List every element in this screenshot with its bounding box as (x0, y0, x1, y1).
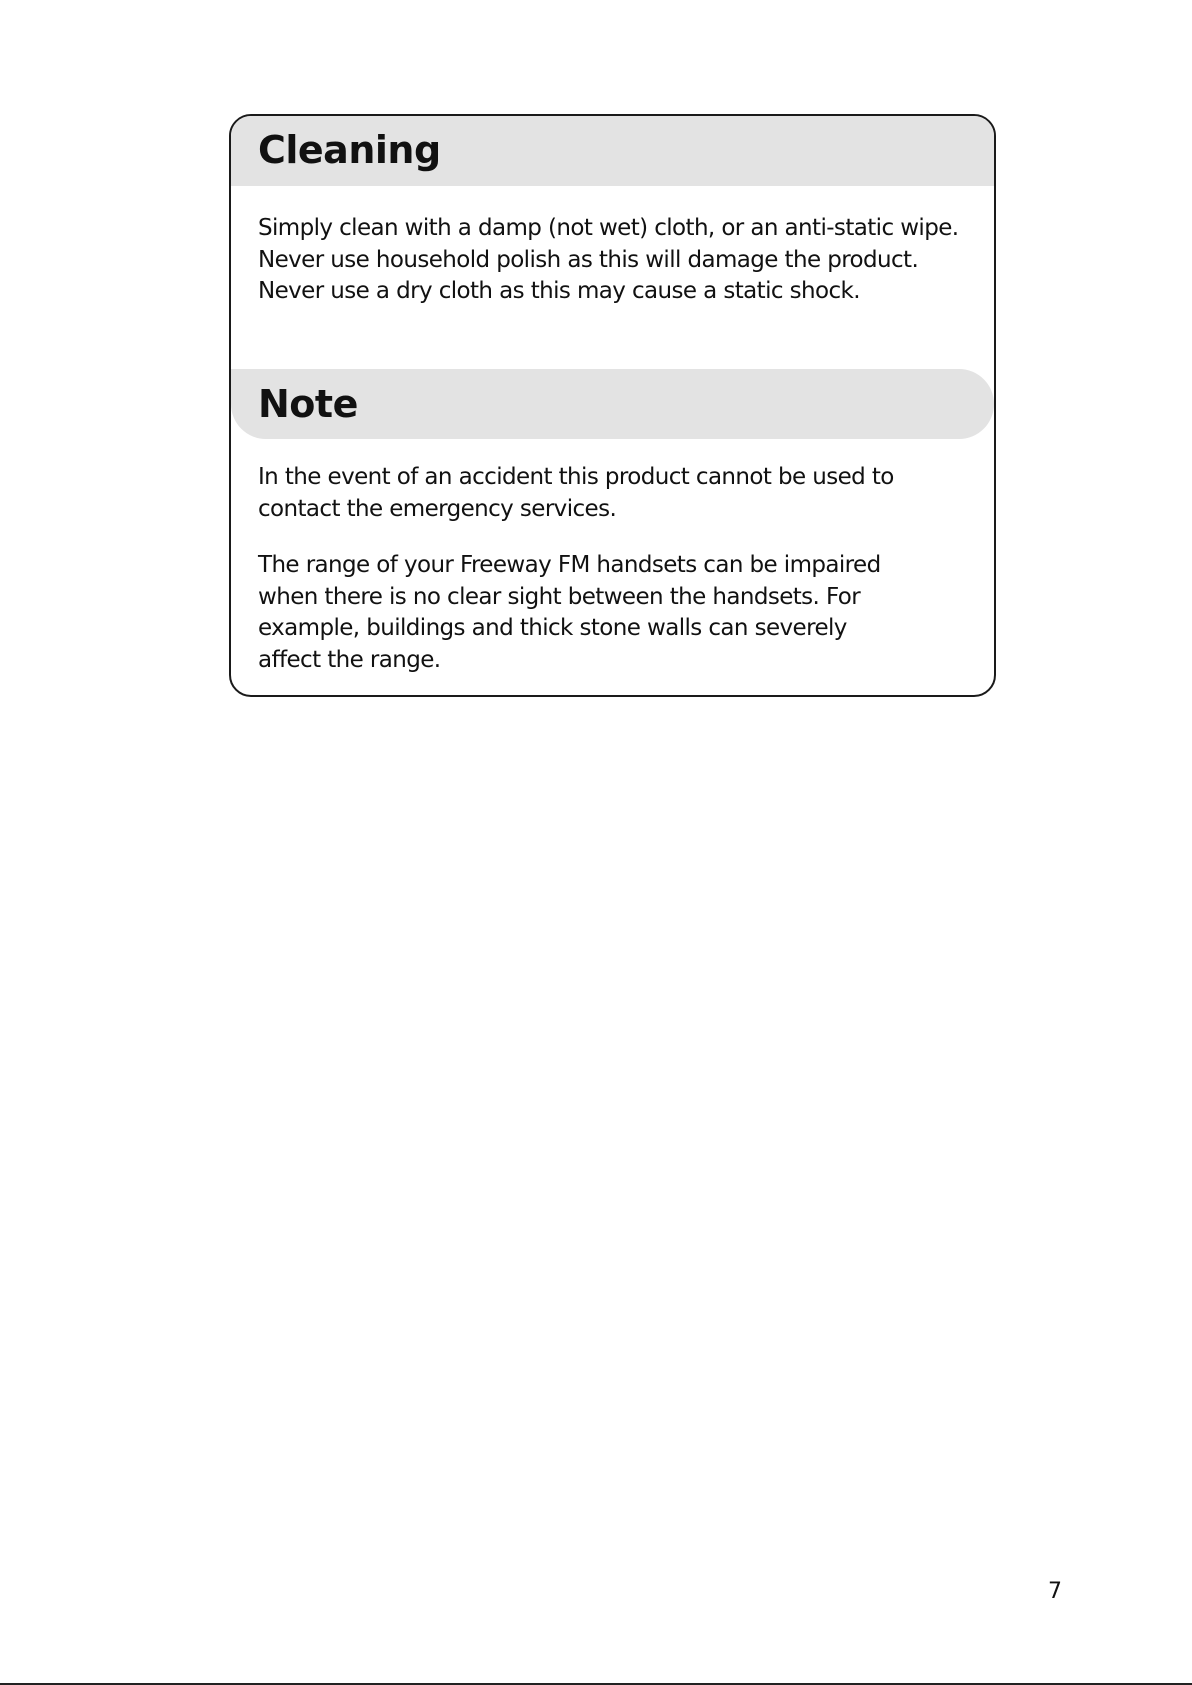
cleaning-heading: Cleaning (258, 128, 441, 172)
cleaning-header-band (231, 116, 994, 186)
note-paragraph-range: The range of your Freeway FM handsets can be impaired when there is no clear sight between the handsets. For example, buildings and thick stone walls can severely affect the range. (258, 552, 881, 673)
cleaning-paragraph: Simply clean with a damp (not wet) cloth, or an anti-static wipe. Never use household polish as this will damage the product. Never use a dry cloth as this may cause a static shock. (258, 215, 959, 304)
note-paragraph-emergency: In the event of an accident this product cannot be used to contact the emergency services. (258, 464, 894, 522)
page-number: 7 (1048, 1579, 1062, 1604)
note-heading: Note (258, 382, 358, 426)
note-header-band (231, 369, 994, 439)
info-box (229, 114, 996, 697)
